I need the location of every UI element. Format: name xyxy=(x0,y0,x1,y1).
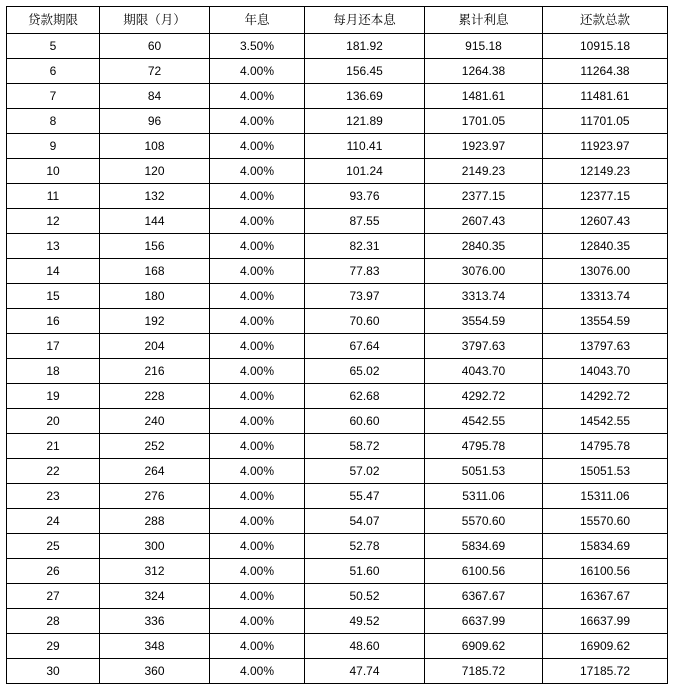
table-cell: 121.89 xyxy=(305,109,425,134)
table-cell: 15051.53 xyxy=(543,459,668,484)
table-cell: 7 xyxy=(7,84,100,109)
table-cell: 4.00% xyxy=(210,184,305,209)
table-cell: 10 xyxy=(7,159,100,184)
table-cell: 93.76 xyxy=(305,184,425,209)
table-cell: 25 xyxy=(7,534,100,559)
table-cell: 29 xyxy=(7,634,100,659)
table-cell: 4.00% xyxy=(210,609,305,634)
table-cell: 15834.69 xyxy=(543,534,668,559)
table-cell: 4.00% xyxy=(210,534,305,559)
table-cell: 11 xyxy=(7,184,100,209)
table-cell: 16909.62 xyxy=(543,634,668,659)
table-cell: 49.52 xyxy=(305,609,425,634)
table-row xyxy=(7,559,668,584)
table-row xyxy=(7,509,668,534)
table-cell: 4.00% xyxy=(210,434,305,459)
table-cell: 1701.05 xyxy=(425,109,543,134)
table-cell: 348 xyxy=(100,634,210,659)
table-cell: 4.00% xyxy=(210,259,305,284)
table-row xyxy=(7,359,668,384)
column-header: 期限（月） xyxy=(100,7,210,34)
table-cell: 4.00% xyxy=(210,384,305,409)
table-cell: 12377.15 xyxy=(543,184,668,209)
table-row xyxy=(7,384,668,409)
table-cell: 4.00% xyxy=(210,359,305,384)
table-row xyxy=(7,34,668,59)
table-cell: 4.00% xyxy=(210,459,305,484)
table-cell: 6 xyxy=(7,59,100,84)
table-cell: 120 xyxy=(100,159,210,184)
table-cell: 10915.18 xyxy=(543,34,668,59)
table-cell: 6637.99 xyxy=(425,609,543,634)
table-cell: 288 xyxy=(100,509,210,534)
table-cell: 144 xyxy=(100,209,210,234)
table-cell: 16637.99 xyxy=(543,609,668,634)
table-cell: 23 xyxy=(7,484,100,509)
table-cell: 4.00% xyxy=(210,234,305,259)
table-header-row xyxy=(7,7,668,34)
table-cell: 4.00% xyxy=(210,484,305,509)
table-cell: 14 xyxy=(7,259,100,284)
table-cell: 4.00% xyxy=(210,559,305,584)
table-cell: 9 xyxy=(7,134,100,159)
table-row xyxy=(7,659,668,684)
table-cell: 1264.38 xyxy=(425,59,543,84)
table-cell: 4.00% xyxy=(210,134,305,159)
table-cell: 67.64 xyxy=(305,334,425,359)
table-cell: 4.00% xyxy=(210,309,305,334)
table-cell: 2149.23 xyxy=(425,159,543,184)
table-cell: 101.24 xyxy=(305,159,425,184)
table-cell: 8 xyxy=(7,109,100,134)
table-cell: 13554.59 xyxy=(543,309,668,334)
table-cell: 4.00% xyxy=(210,634,305,659)
table-cell: 5051.53 xyxy=(425,459,543,484)
table-cell: 4.00% xyxy=(210,209,305,234)
table-cell: 2840.35 xyxy=(425,234,543,259)
table-cell: 312 xyxy=(100,559,210,584)
column-header: 贷款期限 xyxy=(7,7,100,34)
table-row xyxy=(7,634,668,659)
table-cell: 14542.55 xyxy=(543,409,668,434)
table-cell: 12 xyxy=(7,209,100,234)
table-cell: 15570.60 xyxy=(543,509,668,534)
table-cell: 57.02 xyxy=(305,459,425,484)
table-cell: 19 xyxy=(7,384,100,409)
table-cell: 108 xyxy=(100,134,210,159)
table-cell: 27 xyxy=(7,584,100,609)
table-row xyxy=(7,159,668,184)
table-cell: 2607.43 xyxy=(425,209,543,234)
table-cell: 5 xyxy=(7,34,100,59)
table-cell: 47.74 xyxy=(305,659,425,684)
table-row xyxy=(7,609,668,634)
table-cell: 6367.67 xyxy=(425,584,543,609)
table-cell: 336 xyxy=(100,609,210,634)
table-cell: 82.31 xyxy=(305,234,425,259)
table-cell: 4.00% xyxy=(210,284,305,309)
table-cell: 13797.63 xyxy=(543,334,668,359)
table-cell: 6909.62 xyxy=(425,634,543,659)
table-row xyxy=(7,334,668,359)
table-cell: 70.60 xyxy=(305,309,425,334)
table-row xyxy=(7,234,668,259)
table-row xyxy=(7,209,668,234)
table-cell: 24 xyxy=(7,509,100,534)
table-cell: 4.00% xyxy=(210,409,305,434)
table-cell: 17185.72 xyxy=(543,659,668,684)
table-cell: 3.50% xyxy=(210,34,305,59)
table-cell: 72 xyxy=(100,59,210,84)
table-cell: 13 xyxy=(7,234,100,259)
table-cell: 240 xyxy=(100,409,210,434)
table-cell: 11923.97 xyxy=(543,134,668,159)
table-cell: 3076.00 xyxy=(425,259,543,284)
table-cell: 11481.61 xyxy=(543,84,668,109)
table-cell: 12840.35 xyxy=(543,234,668,259)
table-cell: 28 xyxy=(7,609,100,634)
table-row xyxy=(7,259,668,284)
table-row xyxy=(7,184,668,209)
table-cell: 4542.55 xyxy=(425,409,543,434)
table-cell: 276 xyxy=(100,484,210,509)
column-header: 累计利息 xyxy=(425,7,543,34)
table-cell: 7185.72 xyxy=(425,659,543,684)
table-row xyxy=(7,409,668,434)
table-cell: 12149.23 xyxy=(543,159,668,184)
table-cell: 51.60 xyxy=(305,559,425,584)
column-header: 每月还本息 xyxy=(305,7,425,34)
table-cell: 58.72 xyxy=(305,434,425,459)
table-row xyxy=(7,434,668,459)
table-cell: 6100.56 xyxy=(425,559,543,584)
table-row xyxy=(7,84,668,109)
table-cell: 48.60 xyxy=(305,634,425,659)
table-cell: 156.45 xyxy=(305,59,425,84)
table-cell: 21 xyxy=(7,434,100,459)
table-cell: 4.00% xyxy=(210,159,305,184)
column-header: 还款总款 xyxy=(543,7,668,34)
table-cell: 915.18 xyxy=(425,34,543,59)
table-cell: 5834.69 xyxy=(425,534,543,559)
table-cell: 96 xyxy=(100,109,210,134)
table-cell: 14043.70 xyxy=(543,359,668,384)
table-cell: 4.00% xyxy=(210,659,305,684)
table-cell: 180 xyxy=(100,284,210,309)
table-cell: 252 xyxy=(100,434,210,459)
table-cell: 110.41 xyxy=(305,134,425,159)
table-cell: 26 xyxy=(7,559,100,584)
table-cell: 181.92 xyxy=(305,34,425,59)
table-cell: 16367.67 xyxy=(543,584,668,609)
table-cell: 11264.38 xyxy=(543,59,668,84)
table-cell: 1481.61 xyxy=(425,84,543,109)
table-cell: 360 xyxy=(100,659,210,684)
table-cell: 228 xyxy=(100,384,210,409)
table-row xyxy=(7,134,668,159)
table-row xyxy=(7,309,668,334)
table-cell: 30 xyxy=(7,659,100,684)
table-cell: 4.00% xyxy=(210,509,305,534)
table-cell: 18 xyxy=(7,359,100,384)
table-cell: 132 xyxy=(100,184,210,209)
table-cell: 62.68 xyxy=(305,384,425,409)
table-cell: 5311.06 xyxy=(425,484,543,509)
table-cell: 1923.97 xyxy=(425,134,543,159)
table-cell: 4.00% xyxy=(210,59,305,84)
table-cell: 204 xyxy=(100,334,210,359)
table-row xyxy=(7,459,668,484)
table-cell: 4795.78 xyxy=(425,434,543,459)
table-row xyxy=(7,284,668,309)
table-cell: 216 xyxy=(100,359,210,384)
table-body xyxy=(7,34,668,684)
table-cell: 13076.00 xyxy=(543,259,668,284)
table-cell: 84 xyxy=(100,84,210,109)
table-cell: 13313.74 xyxy=(543,284,668,309)
loan-schedule-table xyxy=(6,6,668,684)
table-cell: 2377.15 xyxy=(425,184,543,209)
table-row xyxy=(7,584,668,609)
table-cell: 11701.05 xyxy=(543,109,668,134)
column-header: 年息 xyxy=(210,7,305,34)
table-cell: 12607.43 xyxy=(543,209,668,234)
table-cell: 324 xyxy=(100,584,210,609)
table-cell: 264 xyxy=(100,459,210,484)
table-cell: 52.78 xyxy=(305,534,425,559)
table-cell: 4.00% xyxy=(210,84,305,109)
table-cell: 22 xyxy=(7,459,100,484)
table-cell: 4043.70 xyxy=(425,359,543,384)
table-cell: 15 xyxy=(7,284,100,309)
table-row xyxy=(7,484,668,509)
table-cell: 5570.60 xyxy=(425,509,543,534)
table-row xyxy=(7,59,668,84)
table-cell: 55.47 xyxy=(305,484,425,509)
table-cell: 4292.72 xyxy=(425,384,543,409)
table-cell: 20 xyxy=(7,409,100,434)
table-cell: 3554.59 xyxy=(425,309,543,334)
table-cell: 14795.78 xyxy=(543,434,668,459)
table-cell: 156 xyxy=(100,234,210,259)
table-cell: 73.97 xyxy=(305,284,425,309)
table-row xyxy=(7,109,668,134)
table-cell: 16 xyxy=(7,309,100,334)
table-cell: 16100.56 xyxy=(543,559,668,584)
table-header xyxy=(7,7,668,34)
table-cell: 168 xyxy=(100,259,210,284)
table-cell: 14292.72 xyxy=(543,384,668,409)
table-cell: 60 xyxy=(100,34,210,59)
table-cell: 60.60 xyxy=(305,409,425,434)
table-cell: 17 xyxy=(7,334,100,359)
table-cell: 50.52 xyxy=(305,584,425,609)
table-row xyxy=(7,534,668,559)
table-cell: 4.00% xyxy=(210,334,305,359)
table-cell: 136.69 xyxy=(305,84,425,109)
table-cell: 300 xyxy=(100,534,210,559)
table-cell: 3797.63 xyxy=(425,334,543,359)
table-cell: 87.55 xyxy=(305,209,425,234)
table-cell: 77.83 xyxy=(305,259,425,284)
table-cell: 4.00% xyxy=(210,109,305,134)
table-cell: 192 xyxy=(100,309,210,334)
table-cell: 54.07 xyxy=(305,509,425,534)
table-cell: 4.00% xyxy=(210,584,305,609)
table-cell: 65.02 xyxy=(305,359,425,384)
table-cell: 3313.74 xyxy=(425,284,543,309)
table-cell: 15311.06 xyxy=(543,484,668,509)
